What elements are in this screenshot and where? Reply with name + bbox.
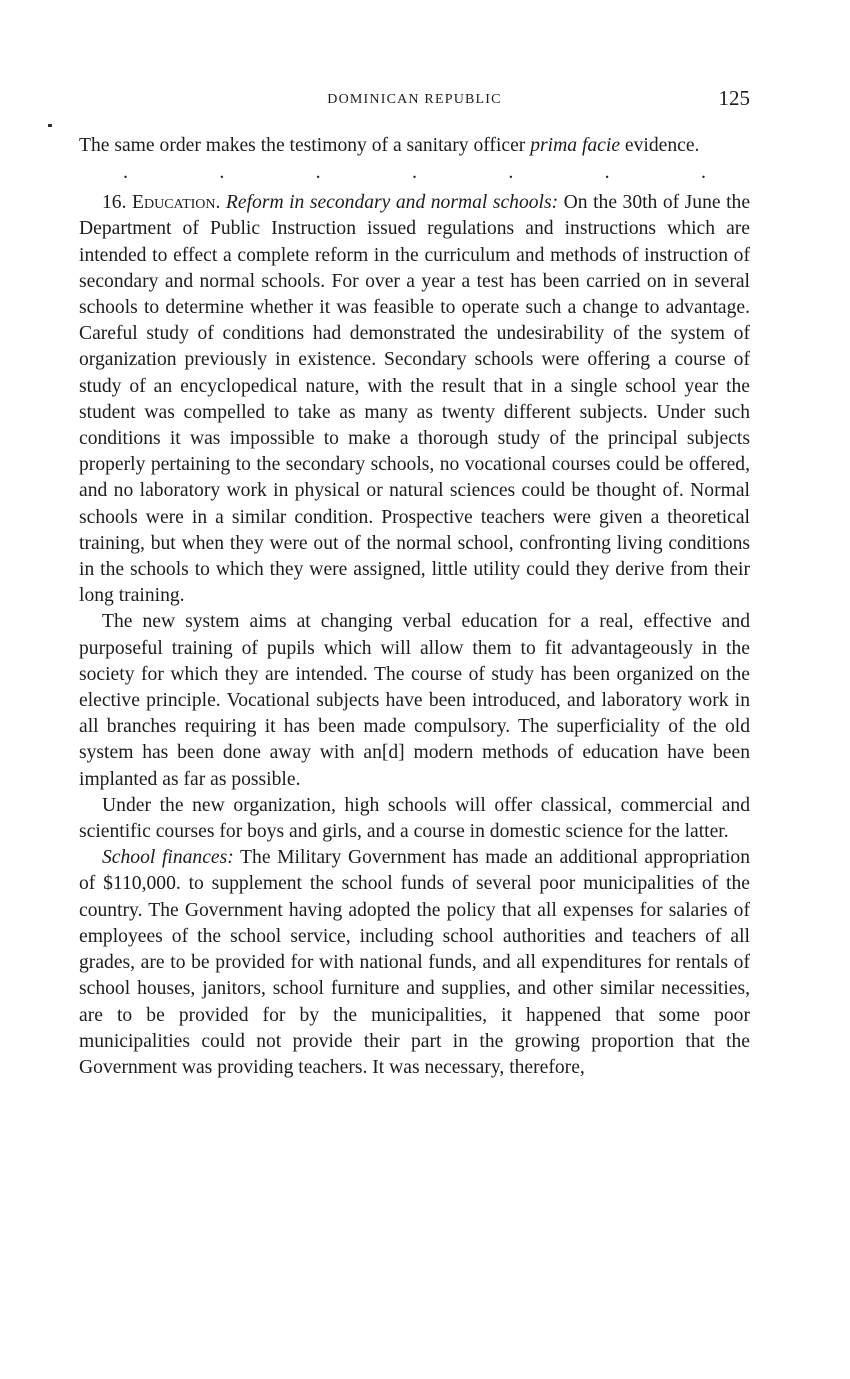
page [79, 86, 750, 1081]
section-number: 16. [102, 192, 132, 214]
school-finances-heading: School finances: [102, 847, 234, 869]
running-head: DOMINICAN REPUBLIC [327, 92, 502, 107]
ellipsis-dot: . [219, 160, 225, 183]
education-paragraph-3: Under the new organization, high schools will offer classical, commercial and scientific courses for boys and girls, and a course in domestic science for the latter. [79, 794, 750, 843]
education-paragraph-1 [79, 190, 750, 609]
paragraph-body: The Military Government has made an additional appropriation of $110,000. to supplement the school funds of several poor municipalities of the country. The Government having adopted the policy that all expenses for salaries of employees of the school service, including school authorities and teachers of all grades, are to be provided for with national funds, and all expenditures for rentals of school houses, janitors, school furniture and supplies, and other similar necessities, are to be provided for by the municipalities, it happened that some poor municipalities could not provide their part in the growing proportion that the Government was providing teachers. It was necessary, therefore, [79, 847, 750, 1078]
ellipsis-dot: . [700, 160, 706, 183]
ellipsis-dot: . [123, 160, 128, 183]
page-number: 125 [718, 86, 750, 110]
section-heading: Education. [132, 192, 221, 214]
section-subheading: Reform in secondary and normal schools: [225, 192, 559, 214]
paragraph-body: On the 30th of June the Department of Public Instruction issued regulations and instructions which are intended to effect a complete reform in the curriculum and methods of instruction of secondary and normal schools. For over a year a test has been carried on in several schools to determine whether it was feasible to operate such a change to advantage. Careful study of conditions had demonstrated the undesirability of the system of organization previously in existence. Secondary schools were offering a course of study of an encyclopedical nature, with the result that in a single school year the student was compelled to take as many as twenty different subjects. Under such conditions it was impossible to make a thorough study of the principal subjects properly pertaining to the secondary schools, no vocational courses could be offered, and no laboratory work in physical or natural sciences could be thought of. Normal schools were in a similar condition. Prospective teachers were given a theoretical training, but when they were out of the normal school, confronting living conditions in the schools to which they were assigned, little utility could they derive from their long training. [79, 192, 751, 607]
ellipsis-dot: . [508, 160, 514, 183]
intro-paragraph [79, 133, 750, 159]
margin-mark [48, 124, 52, 127]
intro-text-end: evidence. [620, 135, 700, 156]
ellipsis-row [79, 157, 750, 187]
intro-text: The same order makes the testimony of a sanitary officer [79, 135, 531, 156]
ellipsis-dot: . [604, 160, 610, 183]
ellipsis-dot: . [411, 160, 417, 183]
education-paragraph-2: The new system aims at changing verbal education for a real, effective and purposeful training of pupils which will allow them to fit advantageously in the society for which they are intended. The course of study has been organized on the elective principle. Vocational subjects have been introduced, and laboratory work in all branches requiring it has been made compulsory. The superficiality of the old system has been done away with an[d] modern methods of education have been implanted as far as possible. [79, 611, 750, 790]
school-finances-paragraph [79, 845, 750, 1081]
ellipsis-dot: . [315, 160, 321, 183]
page-header [79, 86, 750, 116]
intro-italic: prima facie [530, 135, 621, 156]
